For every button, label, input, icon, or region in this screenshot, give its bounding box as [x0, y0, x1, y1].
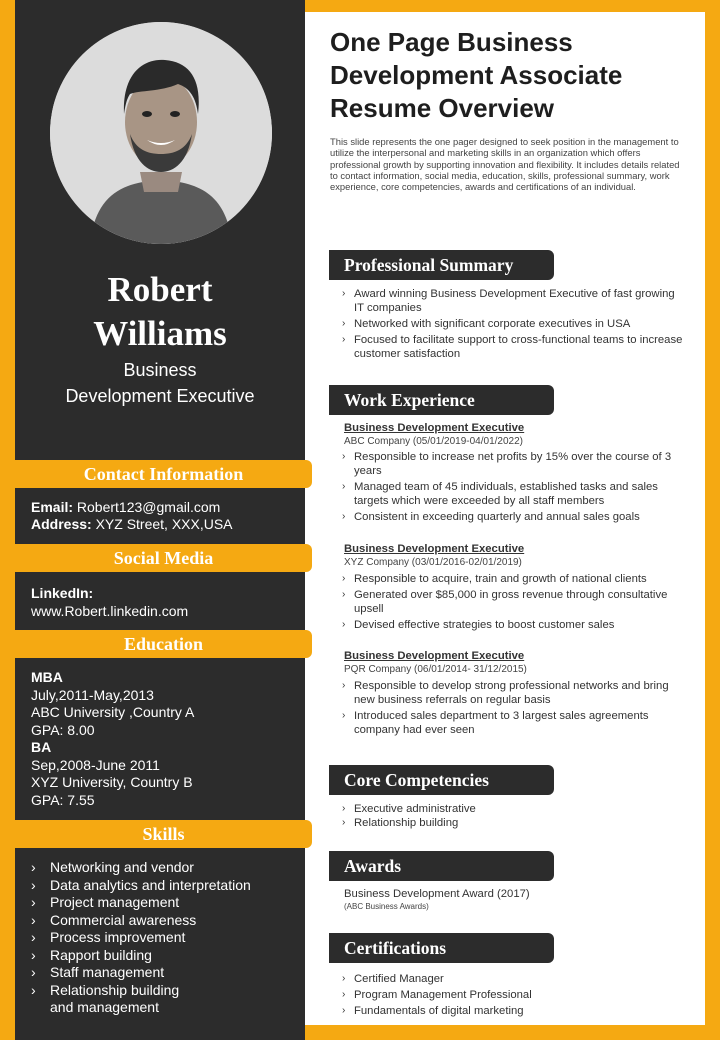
- certifications-list: [342, 972, 687, 1020]
- contact-address: [31, 516, 233, 534]
- profile-photo: [50, 22, 272, 244]
- chevron-right-icon: ›: [342, 817, 346, 828]
- list-item: › Award winning Business Development Executive of fast growing IT companies: [342, 288, 675, 314]
- chevron-right-icon: ›: [342, 573, 346, 584]
- list-item: › Introduced sales department to 3 largest sales agreements company had ever seen: [342, 710, 649, 736]
- edu-gpa: GPA: 7.55: [31, 791, 95, 808]
- award-name: Business Development Award (2017): [344, 888, 530, 900]
- linkedin-value[interactable]: www.Robert.linkedin.com: [31, 602, 189, 619]
- chevron-right-icon: ›: [31, 894, 36, 910]
- certifications-heading: Certifications: [329, 933, 554, 963]
- job-title: Business Development Executive: [344, 650, 525, 662]
- name-first: Robert: [107, 270, 213, 309]
- social-block: [31, 585, 188, 620]
- chevron-right-icon: ›: [342, 511, 346, 522]
- chevron-right-icon: ›: [342, 1005, 346, 1016]
- list-item: › Managed team of 45 individuals, established tasks and sales targets which were exceeded by all staff members: [342, 481, 658, 507]
- job-company: PQR Company (06/01/2014- 31/12/2015): [344, 664, 527, 675]
- list-item: › Consistent in exceeding quarterly and annual sales goals: [342, 511, 640, 523]
- competencies-list: [342, 802, 687, 832]
- chevron-right-icon: ›: [342, 481, 346, 492]
- list-item: › Program Management Professional: [342, 989, 532, 1001]
- social-heading: Social Media: [15, 544, 312, 572]
- skill-item: › Commercial awareness: [31, 911, 197, 928]
- job-title: Business Development Executive: [344, 543, 525, 555]
- name-last: Williams: [93, 314, 227, 353]
- intro-paragraph: This slide represents the one pager designed to seek position in the management to utilize the interpersonal and marketing skills in an organization which offers professional growth by supporting innovation and flexibility. It includes details related to contact information, social media, education, skills, professional summary, work experience, core competencies, awards and certifications of an individual.: [330, 136, 680, 193]
- chevron-right-icon: ›: [342, 451, 346, 462]
- job-duties: [342, 679, 687, 739]
- contact-email: [31, 499, 220, 517]
- job-duties: [342, 572, 687, 634]
- chevron-right-icon: ›: [31, 859, 36, 875]
- page-title: One Page Business Development Associate Resume Overview: [330, 27, 623, 123]
- list-item: › Focused to facilitate support to cross-functional teams to increase customer satisfaction: [342, 334, 683, 360]
- chevron-right-icon: ›: [31, 981, 36, 998]
- chevron-right-icon: ›: [342, 803, 346, 814]
- job-title: Business Development Executive: [344, 422, 525, 434]
- job-company: XYZ Company (03/01/2016-02/01/2019): [344, 557, 522, 568]
- skill-item: › Staff management: [31, 964, 165, 980]
- job-company: ABC Company (05/01/2019-04/01/2022): [344, 436, 524, 447]
- chevron-right-icon: ›: [342, 710, 346, 721]
- skills-list: [31, 859, 251, 1017]
- chevron-right-icon: ›: [342, 288, 346, 299]
- email-value[interactable]: Robert123@gmail.com: [73, 499, 221, 515]
- chevron-right-icon: ›: [342, 680, 346, 691]
- skill-item-continued: and management: [50, 999, 159, 1015]
- chevron-right-icon: ›: [31, 929, 36, 945]
- summary-list: [342, 287, 687, 363]
- list-item: › Relationship building: [342, 817, 459, 829]
- chevron-right-icon: ›: [31, 946, 36, 963]
- skill-item: › Data analytics and interpretation: [31, 876, 251, 893]
- edu-dates: Sep,2008-June 2011: [31, 756, 160, 773]
- skill-item: › Project management: [31, 894, 180, 910]
- list-item: › Responsible to develop strong professional networks and bring new business referrals on regular basis: [342, 680, 669, 706]
- person-photo-icon: [50, 22, 272, 244]
- job-title-line1: Business: [123, 360, 197, 380]
- list-item: › Responsible to acquire, train and growth of national clients: [342, 573, 647, 585]
- award-organization: (ABC Business Awards): [344, 902, 429, 911]
- chevron-right-icon: ›: [342, 318, 346, 329]
- contact-heading: Contact Information: [15, 460, 312, 488]
- list-item: › Devised effective strategies to boost customer sales: [342, 619, 615, 631]
- edu-school: ABC University ,Country A: [31, 704, 195, 720]
- edu-gpa: GPA: 8.00: [31, 721, 95, 738]
- skill-item: › Rapport building: [31, 946, 152, 963]
- address-label: Address:: [31, 516, 92, 532]
- list-item: › Certified Manager: [342, 973, 444, 985]
- skill-item: › Relationship building: [31, 981, 180, 998]
- edu-school: XYZ University, Country B: [31, 774, 193, 790]
- list-item: › Networked with significant corporate executives in USA: [342, 318, 631, 330]
- address-value: XYZ Street, XXX,USA: [91, 516, 233, 532]
- edu-degree: MBA: [31, 669, 63, 685]
- edu-degree: BA: [31, 739, 52, 755]
- education-heading: Education: [15, 630, 312, 658]
- list-item: › Fundamentals of digital marketing: [342, 1005, 524, 1017]
- edu-dates: July,2011-May,2013: [31, 686, 154, 703]
- skill-item: › Process improvement: [31, 929, 186, 945]
- email-label: Email:: [31, 499, 74, 515]
- chevron-right-icon: ›: [342, 619, 346, 630]
- list-item: › Executive administrative: [342, 803, 476, 815]
- competencies-heading: Core Competencies: [329, 765, 554, 795]
- education-entry: [31, 669, 194, 809]
- list-item: › Responsible to increase net profits by 15% over the course of 3 years: [342, 451, 672, 477]
- awards-heading: Awards: [329, 851, 554, 881]
- chevron-right-icon: ›: [342, 973, 346, 984]
- job-duties: [342, 450, 687, 526]
- chevron-right-icon: ›: [31, 876, 36, 893]
- skill-item: › Networking and vendor: [31, 859, 194, 875]
- chevron-right-icon: ›: [31, 964, 36, 980]
- chevron-right-icon: ›: [31, 911, 36, 928]
- chevron-right-icon: ›: [342, 989, 346, 1000]
- experience-heading: Work Experience: [329, 385, 554, 415]
- linkedin-label: LinkedIn:: [31, 585, 94, 601]
- job-title-line2: Development Executive: [65, 386, 255, 406]
- summary-heading: Professional Summary: [329, 250, 554, 280]
- chevron-right-icon: ›: [342, 589, 346, 600]
- list-item: › Generated over $85,000 in gross revenue through consultative upsell: [342, 589, 668, 615]
- skills-heading: Skills: [15, 820, 312, 848]
- chevron-right-icon: ›: [342, 334, 346, 345]
